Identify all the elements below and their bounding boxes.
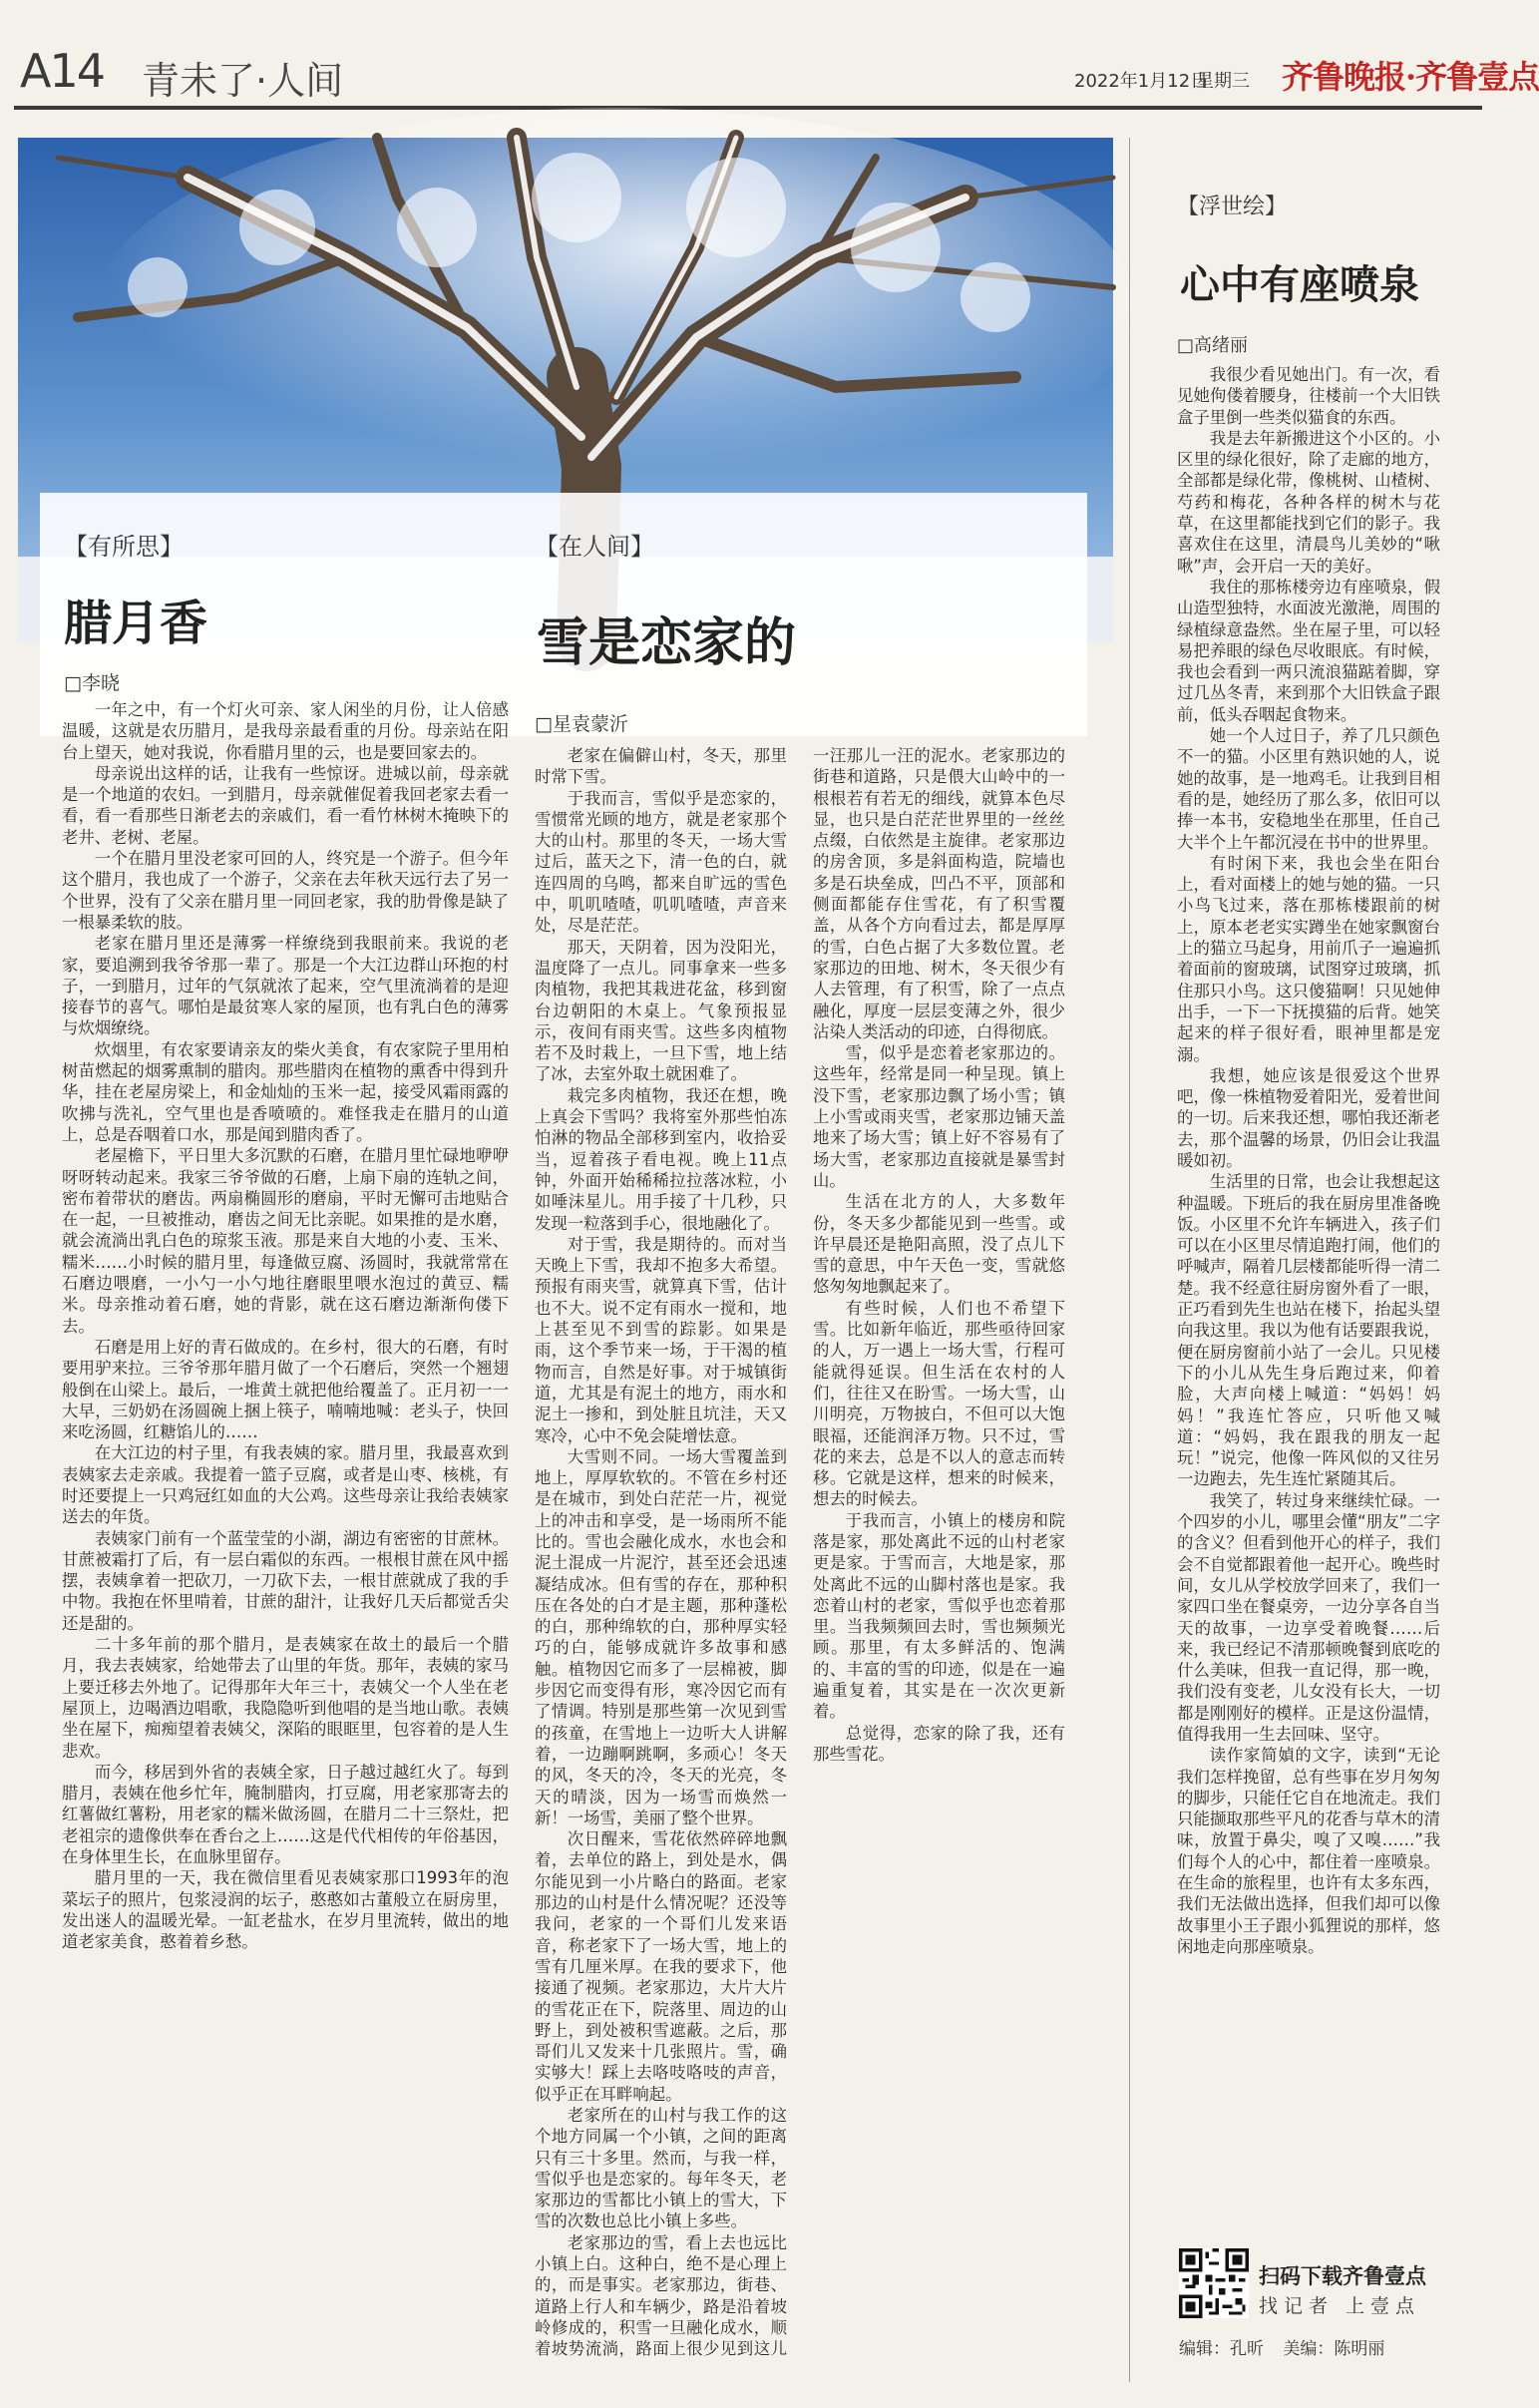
paragraph: 生活里的日常，也会让我想起这种温暖。下班后的我在厨房里准备晚饭。小区里不允许车辆进入，孩子们可以在小区里尽情追跑打闹，他们的呼喊声，隔着几层楼都能听得一清二楚。我不经意往厨房窗外看了一眼，正巧看到先生也站在楼下，抬起头望向我这里。我以为他有话要跟我说，便在厨房窗前小站了一会儿。只见楼下的小儿从先生身后跑过来，仰着脸，大声向楼上喊道：“妈妈！妈妈！”我连忙答应，只听他又喊道：“妈妈，我在跟我的朋友一起玩！”说完，他像一阵风似的又往另一边跑去，先生连忙紧随其后。 (1177, 1172, 1440, 1489)
paragraph: 老家所在的山村与我工作的这个地方同属一个小镇，之间的距离只有三十多里。然而，与我一样，雪似乎也是恋家的。每年冬天，老家那边的雪都比小镇上的雪大，下雪的次数也总比小镇上多些。 (535, 2106, 787, 2231)
paragraph: 对于雪，我是期待的。而对当天晚上下雪，我却不抱多大希望。预报有雨夹雪，就算真下雪，估计也不大。说不定有雨水一搅和，地上甚至见不到雪的踪影。如果是雨，这个季节来一场，于干渴的植物而言，自然是好事。对于城镇街道，尤其是有泥土的地方，雨水和泥土一掺和，到处脏且坑洼，天又寒冷，心中不免会陡增怯意。 (535, 1234, 787, 1445)
designer-name: 美编：陈明丽 (1283, 2339, 1385, 2359)
paragraph: 次日醒来，雪花依然碎碎地飘着，去单位的路上，到处是水，偶尔能见到一小片略白的路面。老家那边的山村是什么情况呢？还没等我问，老家的一个哥们儿发来语音，称老家下了一场大雪，地上的雪有几厘米厚。在我的要求下，他接通了视频。老家那边，大片大片的雪花正在下，院落里、周边的山野上，到处被积雪遮蔽。之后，那哥们儿又发来十几张照片。雪，确实够大！踩上去咯吱咯吱的声音，似乎正在耳畔响起。 (535, 1829, 787, 2104)
article-r-author: □高绪丽 (1177, 335, 1249, 356)
paragraph: 有些时候，人们也不希望下雪。比如新年临近，那些亟待回家的人，万一遇上一场大雪，行程可能就得延误。但生活在农村的人们，往往又在盼雪。一场大雪，山川明亮，万物披白，不但可以大饱眼福，还能润泽万物。只不过，雪花的来去，总是不以人的意志而转移。它就是这样，想来的时候来，想去的时候去。 (813, 1298, 1065, 1509)
paragraph: 读作家简媜的文字，读到“无论我们怎样挽留，总有些事在岁月匆匆的脚步，只能任它自在地流走。我们只能撷取那些平凡的花香与草木的清味，放置于鼻尖，嗅了又嗅……”我们每个人的心中，都住着一座喷泉。在生命的旅程里，也许有太多东西，我们无法做出选择，但我们却可以像故事里小王子跟小狐狸说的那样，悠闲地走向那座喷泉。 (1177, 1746, 1440, 1956)
paragraph: 表姨家门前有一个蓝莹莹的小湖，湖边有密密的甘蔗林。甘蔗被霜打了后，有一层白霜似的东西。一根根甘蔗在风中摇摆，表姨拿着一把砍刀，一刀砍下去，一根甘蔗就成了我的手中物。我抱在怀里啃着，甘蔗的甜汁，让我好几天后都觉舌尖还是甜的。 (62, 1528, 509, 1633)
scan-find-reporter-text: 找记者 上壹点 (1259, 2295, 1421, 2317)
article-a-author: □李晓 (64, 672, 120, 694)
tag-r: 【浮世绘】 (1177, 195, 1288, 219)
paragraph: 生活在北方的人，大多数年份，冬天多少都能见到一些雪。或许早晨还是艳阳高照，没了点儿下雪的意思，中午天色一变，雪就悠悠匆匆地飘起来了。 (813, 1192, 1065, 1297)
article-b-author: □星袁蒙沂 (535, 713, 628, 735)
article-a-body (62, 699, 509, 2375)
article-r-title: 心中有座喷泉 (1180, 261, 1419, 308)
paragraph: 总觉得，恋家的除了我，还有那些雪花。 (813, 1723, 1065, 1764)
paragraph: 于我而言，小镇上的楼房和院落是家，那处离此不远的山村老家更是家。于雪而言，大地是家，那处离此不远的山脚村落也是家。我恋着山村的老家，雪似乎也恋着那里。当我频频回去时，雪也频频光顾。那里，有太多鲜活的、饱满的、丰富的雪的印迹，似是在一遍遍重复着，其实是在一次次更新着。 (813, 1510, 1065, 1722)
paragraph: 炊烟里，有农家要请亲友的柴火美食，有农家院子里用柏树苗燃起的烟雾熏制的腊肉。那些腊肉在植物的熏香中得到升华，挂在老屋房梁上，和金灿灿的玉米一起，接受风霜雨露的吹拂与洗礼，空气里也是香喷喷的。难怪我走在腊月的山道上，总是吞咽着口水，那是闻到腊肉香了。 (62, 1039, 509, 1144)
scan-download-text: 扫码下载齐鲁壹点 (1259, 2264, 1426, 2288)
paragraph: 有时闲下来，我也会坐在阳台上，看对面楼上的她与她的猫。一只小鸟飞过来，落在那栋楼跟前的树上，原本老老实实蹲坐在她家飘窗台上的猫立马起身，用前爪子一遍遍抓着面前的窗玻璃，试图穿过玻璃，抓住那只小鸟。这只傻猫啊！只见她伸出手，一下一下抚摸猫的后背。她笑起来的样子很好看，眼神里都是宠溺。 (1177, 853, 1440, 1064)
page-number: A14 (20, 44, 105, 98)
issue-date: 2022年1月12日 (1074, 71, 1209, 92)
paragraph: 母亲说出这样的话，让我有一些惊讶。进城以前，母亲就是一个地道的农妇。一到腊月，母亲就催促着我回老家去看一看，看一看那些日渐老去的亲戚们，看一看竹林树木掩映下的老井、老树、老屋。 (62, 763, 509, 847)
article-a-title: 腊月香 (64, 596, 208, 651)
article-r-body (1177, 364, 1440, 1956)
paragraph: 老家那边的雪，看上去也远比小镇上白。这种白，绝不是心理上的，而是事实。老家那边，街巷、道路上行人和车辆少，路是沿着坡岭修成的，积雪一旦融化成水，顺着坡势流淌，路面上很少见到这儿一汪那儿一汪的泥水。老家那边的街巷和道路，只是偎大山岭中的一根根若有若无的细线，就算本色尽显，也只是白茫茫世界里的一丝丝点缀，白依然是主旋律。老家那边的房舍顶，多是斜面构造，院墙也多是石块垒成，凹凸不平，顶部和侧面都能存住雪花，有了积雪覆盖，从各个方向看过去，都是厚厚的雪，白色占据了大多数位置。老家那边的田地、树木，冬天很少有人去管理，有了积雪，除了一点点融化，厚度一层层变薄之外，很少沾染人类活动的印迹，白得彻底。 (535, 746, 1065, 2359)
paragraph: 我住的那栋楼旁边有座喷泉，假山造型独特，水面波光激滟，周围的绿植绿意盎然。坐在屋子里，可以轻易把养眼的绿色尽收眼底。有时候，我也会看到一两只流浪猫踮着脚，穿过几丛冬青，来到那个大旧铁盒子跟前，低头吞咽起食物来。 (1177, 577, 1440, 724)
paragraph: 大雪则不同。一场大雪覆盖到地上，厚厚软软的。不管在乡村还是在城市，到处白茫茫一片，视觉上的冲击和享受，是一场雨所不能比的。雪也会融化成水，水也会和泥土混成一片泥泞，甚至还会迅速凝结成冰。但有雪的存在，那种积压在各处的白才是主题，那种蓬松的白，那种绵软的白，那种厚实轻巧的白，能够成就许多故事和感触。植物因它而多了一层棉被，脚步因它而变得有形，寒冷因它而有了情调。特别是那些第一次见到雪的孩童，在雪地上一边听大人讲解着，一边蹦啊跳啊，多顽心！冬天的风，冬天的冷，冬天的光亮，冬天的晴淡，因为一场雪而焕然一新！一场雪，美丽了整个世界。 (535, 1446, 787, 1827)
column-divider (1129, 138, 1130, 2382)
paragraph: 腊月里的一天，我在微信里看见表姨家那口1993年的泡菜坛子的照片，包浆浸润的坛子，憨憨如古董般立在厨房里，发出迷人的温暖光晕。一缸老盐水，在岁月里流转，做出的地道老家美食，憨着着乡愁。 (62, 1868, 509, 1952)
paragraph: 那天，天阴着，因为没阳光，温度降了一点儿。同事拿来一些多肉植物，我把其栽进花盆，移到窗台边朝阳的木桌上。气象预报显示，夜间有雨夹雪。这些多肉植物若不及时栽上，一旦下雪，地上结了冰，去室外取土就困难了。 (535, 937, 787, 1084)
section-title: 青未了·人间 (142, 59, 344, 103)
paragraph: 在大江边的村子里，有我表姨的家。腊月里，我最喜欢到表姨家去走亲戚。我提着一篮子豆腐，或者是山枣、核桃，有时还要提上一只鸡冠红如血的大公鸡。这些母亲让我给表姨家送去的年货。 (62, 1443, 509, 1527)
page-header (14, 40, 1539, 110)
paragraph: 而今，移居到外省的表姨全家，日子越过越红火了。每到腊月，表姨在他乡忙年，腌制腊肉，打豆腐，用老家那寄去的红薯做红薯粉，用老家的糯米做汤圆，在腊月二十三祭灶，把老祖宗的遗像供奉在香台之上……这是代代相传的年俗基因，在身体里生长，在血脉里留存。 (62, 1762, 509, 1867)
paragraph: 她一个人过日子，养了几只颜色不一的猫。小区里有熟识她的人，说她的故事，是一地鸡毛。让我到目相看的是，她经历了那么多，依旧可以捧一本书，安稳地坐在那里，任自己大半个上午都沉浸在书中的世界里。 (1177, 726, 1440, 852)
issue-weekday: 星期三 (1196, 71, 1250, 92)
paragraph: 老屋檐下，平日里大多沉默的石磨，在腊月里忙碌地咿咿呀呀转动起来。我家三爷爷做的石磨，上扇下扇的连轨之间，密布着带状的磨齿。两扇椭圆形的磨扇，平时无懈可击地贴合在一起，一旦被推动，磨齿之间无比亲昵。如果推的是水磨，就会流淌出乳白色的琼浆玉液。那是来自大地的小麦、玉米、糯米……小时候的腊月里，每逢做豆腐、汤圆时，我就常常在石磨边喂磨，一小勺一小勺地往磨眼里喂水泡过的黄豆、糯米。母亲推动着石磨，她的背影，就在这石磨边渐渐佝偻下去。 (62, 1146, 509, 1336)
tag-a: 【有所思】 (64, 533, 184, 561)
paragraph: 雪，似乎是恋着老家那边的。这些年，经常是同一种呈现。镇上没下雪，老家那边飘了场小雪；镇上小雪或雨夹雪，老家那边铺天盖地来了场大雪；镇上好不容易有了场大雪，老家那边直接就是暴雪封山。 (813, 1043, 1065, 1190)
paragraph: 石磨是用上好的青石做成的。在乡村，很大的石磨，有时要用驴来拉。三爷爷那年腊月做了一个石磨后，突然一个翘翅般倒在山梁上。最后，一堆黄土就把他给覆盖了。正月初一一大早，三奶奶在汤圆碗上捆上筷子，喃喃地喊：老头子，快回来吃汤圆，红糖馅儿的…… (62, 1337, 509, 1442)
paragraph: 老家在腊月里还是薄雾一样缭绕到我眼前来。我说的老家，要追溯到我爷爷那一辈了。那是一个大江边群山环抱的村子，一到腊月，过年的气氛就浓了起来，空气里流淌着的是迎接春节的喜气。哪怕是最贫寒人家的屋顶，也有乳白色的薄雾与炊烟缭绕。 (62, 934, 509, 1038)
paragraph: 我是去年新搬进这个小区的。小区里的绿化很好，除了走廊的地方，全部都是绿化带，像桃树、山楂树、芍药和梅花，各种各样的树木与花草，在这里都能找到它们的影子。我喜欢住在这里，清晨鸟儿美妙的“啾啾”声，会开启一天的美好。 (1177, 428, 1440, 576)
paragraph: 我笑了，转过身来继续忙碌。一个四岁的小儿，哪里会懂“朋友”二字的含义？但看到他开心的样子，我们会不自觉都跟着他一起开心。晚些时间，女儿从学校放学回来了，我们一家四口坐在餐桌旁，一边分享各自当天的故事，一边享受着晚餐……后来，我已经记不清那顿晚餐到底吃的什么美味，但我一直记得，那一晚，我们没有变老，儿女没有长大，一切都是刚刚好的模样。正是这份温情，值得我用一生去回味、坚守。 (1177, 1490, 1440, 1744)
newspaper-logo: 齐鲁晚报·齐鲁壹点 (1282, 58, 1539, 96)
paragraph: 老家在偏僻山村，冬天，那里时常下雪。 (535, 746, 787, 787)
editor-credits (1179, 2334, 1398, 2359)
paragraph: 一个在腊月里没老家可回的人，终究是一个游子。但今年这个腊月，我也成了一个游子，父亲在去年秋天远行去了另一个世界，没有了父亲在腊月里一同回老家，我的肋骨像是缺了一根暴柔软的肢。 (62, 849, 509, 932)
qr-code-icon[interactable] (1179, 2248, 1249, 2318)
paragraph: 栽完多肉植物，我还在想，晚上真会下雪吗？我将室外那些怕冻怕淋的物品全部移到室内，收拾妥当，逗着孩子看电视。晚上11点钟，外面开始稀稀拉拉落冰粒，小如唾沫星儿。用手接了十几秒，只发现一粒落到手心，很地融化了。 (535, 1085, 787, 1233)
paragraph: 我很少看见她出门。有一次，看见她佝偻着腰身，往楼前一个大旧铁盒子里倒一些类似猫食的东西。 (1177, 365, 1440, 427)
paragraph: 于我而言，雪似乎是恋家的，雪惯常光顾的地方，就是老家那个大的山村。那里的冬天，一场大雪过后，蓝天之下，清一色的白，就连四周的乌鸣，都来自旷远的雪色中，叽叽喳喳，叽叽喳喳，声音来处，尽是茫茫。 (535, 788, 787, 936)
paragraph: 我想，她应该是很爱这个世界吧，像一株植物爱着阳光，爱着世间的一切。后来我还想，哪怕我还渐老去，那个温馨的场景，仍旧会让我温暖如初。 (1177, 1065, 1440, 1170)
editor-name: 编辑：孔昕 (1179, 2339, 1264, 2359)
paragraph: 二十多年前的那个腊月，是表姨家在故土的最后一个腊月，我去表姨家，给她带去了山里的年货。那年，表姨的家马上要迁移去外地了。记得那年大年三十，表姨父一个人坐在老屋顶上，边喝酒边唱歌，我隐隐听到他唱的是当地山歌。表姨坐在屋下，痴痴望着表姨父，深陷的眼眶里，包容着的是人生悲欢。 (62, 1635, 509, 1761)
article-b-title: 雪是恋家的 (537, 612, 797, 673)
tag-b: 【在人间】 (535, 533, 654, 561)
article-b-body (535, 745, 1065, 2375)
paragraph: 一年之中，有一个灯火可亲、家人闲坐的月份，让人倍感温暖，这就是农历腊月，是我母亲最看重的月份。母亲站在阳台上望天，她对我说，你看腊月里的云，也是要回家去的。 (62, 700, 509, 762)
